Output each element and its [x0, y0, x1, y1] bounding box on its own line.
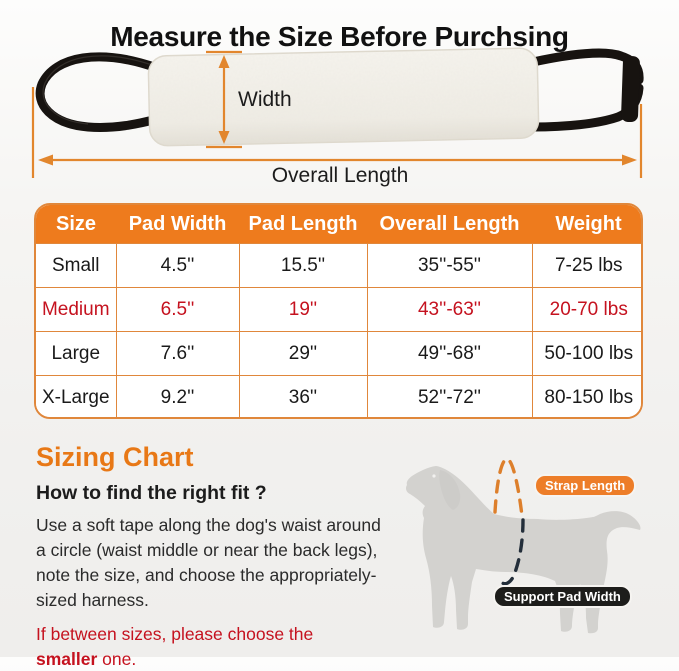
fit-instructions: Use a soft tape along the dog's waist around a circle (waist middle or near the back legs), note the size, and choose the appropriately-sized harness.: [36, 515, 381, 610]
sizing-chart-heading: Sizing Chart: [36, 442, 194, 472]
col-header-pad-width: Pad Width: [116, 205, 239, 244]
fleece-pad: [148, 48, 539, 146]
cell-overall-length: 49''-68'': [367, 332, 532, 376]
support-pad-width-badge: Support Pad Width: [493, 585, 632, 608]
cell-pad-width: 9.2'': [116, 376, 239, 420]
size-note: [36, 622, 392, 671]
cell-weight: 20-70 lbs: [532, 288, 643, 332]
size-note-prefix: If between sizes, please choose the: [36, 624, 314, 645]
table-row-small: [36, 244, 643, 288]
cell-pad-width: 7.6'': [116, 332, 239, 376]
col-header-pad-length: Pad Length: [239, 205, 367, 244]
cell-pad-length: 19'': [239, 288, 367, 332]
cell-weight: 80-150 lbs: [532, 376, 643, 420]
cell-pad-width: 6.5'': [116, 288, 239, 332]
size-note-suffix: one.: [97, 648, 137, 669]
cell-weight: 7-25 lbs: [532, 244, 643, 288]
cell-pad-length: 36'': [239, 376, 367, 420]
left-strap-handle: [40, 56, 157, 128]
col-header-weight: Weight: [532, 205, 643, 244]
cell-pad-length: 15.5'': [239, 244, 367, 288]
width-label: Width: [238, 88, 292, 111]
cell-weight: 50-100 lbs: [532, 332, 643, 376]
sizing-chart-section: [36, 442, 392, 671]
table-row-medium: [36, 288, 643, 332]
cell-pad-width: 4.5'': [116, 244, 239, 288]
col-header-overall-length: Overall Length: [367, 205, 532, 244]
cell-overall-length: 52''-72'': [367, 376, 532, 420]
cell-size: Medium: [36, 288, 116, 332]
col-header-size: Size: [36, 205, 116, 244]
harness-measure-illustration: [0, 0, 679, 200]
cell-overall-length: 43''-63'': [367, 288, 532, 332]
cell-size: X-Large: [36, 376, 116, 420]
size-table: [34, 203, 643, 419]
cell-size: Large: [36, 332, 116, 376]
cell-overall-length: 35''-55'': [367, 244, 532, 288]
cell-size: Small: [36, 244, 116, 288]
overall-length-label: Overall Length: [271, 164, 409, 187]
table-row-x-large: [36, 376, 643, 420]
fit-subheading: How to find the right fit ?: [36, 482, 267, 504]
cell-pad-length: 29'': [239, 332, 367, 376]
page-title: Measure the Size Before Purchsing: [110, 20, 569, 52]
dog-eye: [432, 474, 435, 477]
strap-length-badge: Strap Length: [534, 474, 636, 497]
strap-length-dash-icon: [495, 459, 522, 516]
table-header-row: [36, 205, 643, 244]
size-note-bold: smaller: [36, 648, 98, 669]
right-strap-handle: [533, 53, 640, 127]
table-row-large: [36, 332, 643, 376]
